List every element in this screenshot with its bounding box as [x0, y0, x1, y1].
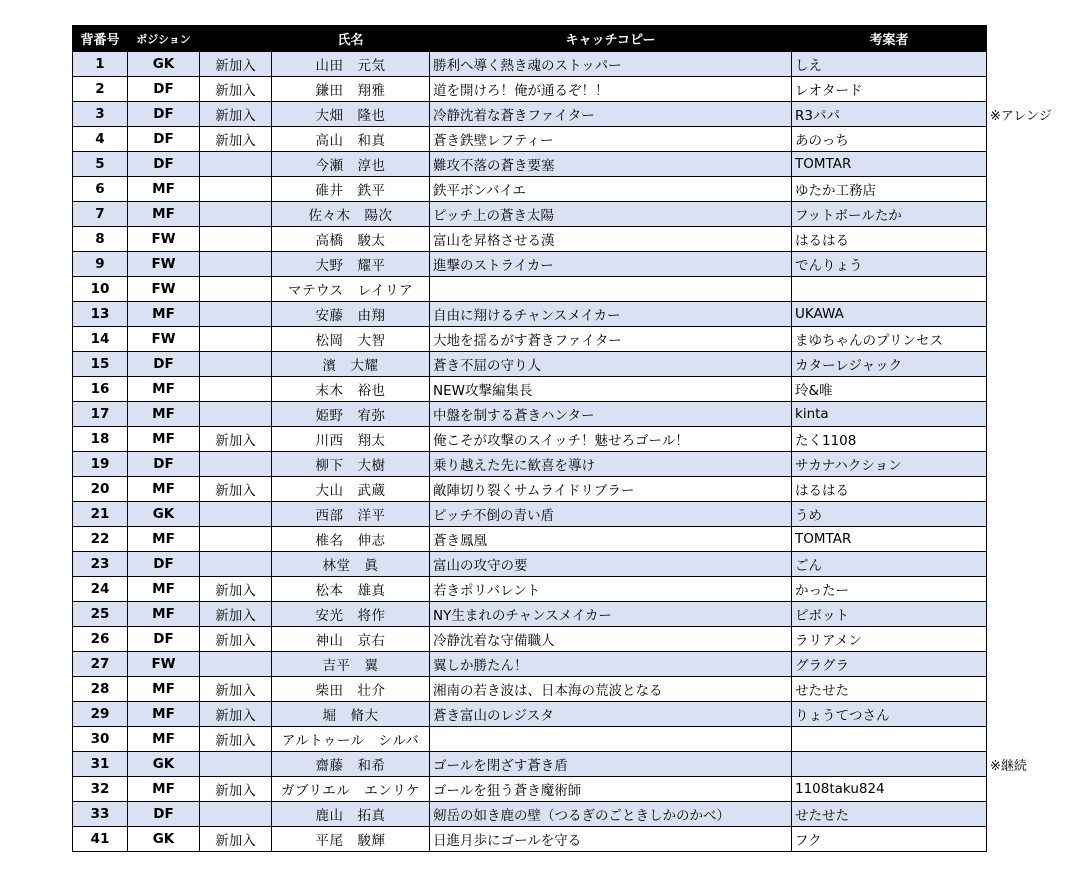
cell-position: GK	[128, 827, 200, 852]
cell-catchcopy: 蒼き富山のレジスタ	[430, 702, 792, 727]
cell-number: 27	[73, 652, 128, 677]
cell-author: フットボールたか	[792, 202, 987, 227]
cell-new-badge: 新加入	[200, 677, 272, 702]
cell-catchcopy: ピッチ上の蒼き太陽	[430, 202, 792, 227]
cell-catchcopy: 日進月歩にゴールを守る	[430, 827, 792, 852]
cell-catchcopy: 翼しか勝たん！	[430, 652, 792, 677]
cell-author: でんりょう	[792, 252, 987, 277]
table-row	[73, 102, 987, 127]
cell-new-badge	[200, 327, 272, 352]
cell-new-badge: 新加入	[200, 127, 272, 152]
cell-position: MF	[128, 177, 200, 202]
cell-number: 19	[73, 452, 128, 477]
cell-position: DF	[128, 552, 200, 577]
cell-new-badge	[200, 452, 272, 477]
cell-catchcopy: 鉄平ボンバイエ	[430, 177, 792, 202]
roster-body	[73, 52, 987, 852]
cell-position: MF	[128, 377, 200, 402]
cell-player-name: 松本 雄真	[272, 577, 430, 602]
cell-author: TOMTAR	[792, 152, 987, 177]
table-row	[73, 252, 987, 277]
cell-player-name: 椎名 伸志	[272, 527, 430, 552]
cell-new-badge	[200, 152, 272, 177]
cell-player-name: 鹿山 拓真	[272, 802, 430, 827]
cell-catchcopy: 剱岳の如き鹿の壁（つるぎのごときしかのかべ）	[430, 802, 792, 827]
cell-number: 7	[73, 202, 128, 227]
table-row	[73, 377, 987, 402]
table-row	[73, 527, 987, 552]
cell-player-name: マテウス レイリア	[272, 277, 430, 302]
cell-catchcopy: 道を開けろ！俺が通るぞ！！	[430, 77, 792, 102]
table-row	[73, 52, 987, 77]
cell-new-badge: 新加入	[200, 52, 272, 77]
cell-position: DF	[128, 352, 200, 377]
cell-position: MF	[128, 602, 200, 627]
cell-position: MF	[128, 202, 200, 227]
table-row	[73, 177, 987, 202]
cell-player-name: ガブリエル エンリケ	[272, 777, 430, 802]
cell-new-badge: 新加入	[200, 102, 272, 127]
cell-player-name: 吉平 翼	[272, 652, 430, 677]
cell-number: 29	[73, 702, 128, 727]
cell-author: TOMTAR	[792, 527, 987, 552]
cell-new-badge	[200, 402, 272, 427]
cell-number: 28	[73, 677, 128, 702]
cell-number: 9	[73, 252, 128, 277]
cell-catchcopy: NEW攻撃編集長	[430, 377, 792, 402]
cell-number: 30	[73, 727, 128, 752]
cell-author: カターレジャック	[792, 352, 987, 377]
cell-author: グラグラ	[792, 652, 987, 677]
table-row	[73, 77, 987, 102]
cell-position: GK	[128, 752, 200, 777]
cell-number: 5	[73, 152, 128, 177]
cell-player-name: 川西 翔太	[272, 427, 430, 452]
cell-author: はるはる	[792, 227, 987, 252]
cell-new-badge: 新加入	[200, 577, 272, 602]
table-row	[73, 352, 987, 377]
cell-catchcopy: 勝利へ導く熱き魂のストッパー	[430, 52, 792, 77]
cell-catchcopy	[430, 277, 792, 302]
table-row	[73, 677, 987, 702]
table-row	[73, 427, 987, 452]
cell-catchcopy: NY生まれのチャンスメイカー	[430, 602, 792, 627]
cell-player-name: 柴田 壮介	[272, 677, 430, 702]
cell-number: 21	[73, 502, 128, 527]
cell-author: うめ	[792, 502, 987, 527]
cell-number: 16	[73, 377, 128, 402]
cell-author: ごん	[792, 552, 987, 577]
cell-new-badge	[200, 302, 272, 327]
cell-number: 6	[73, 177, 128, 202]
cell-new-badge	[200, 277, 272, 302]
cell-catchcopy: 大地を揺るがす蒼きファイター	[430, 327, 792, 352]
row-note: ※アレンジ	[990, 109, 1052, 124]
cell-new-badge: 新加入	[200, 477, 272, 502]
table-row	[73, 127, 987, 152]
table-row	[73, 627, 987, 652]
cell-catchcopy: 冷静沈着な守備職人	[430, 627, 792, 652]
cell-catchcopy	[430, 727, 792, 752]
cell-author: フク	[792, 827, 987, 852]
table-row	[73, 802, 987, 827]
table-row	[73, 502, 987, 527]
cell-catchcopy: 蒼き鳳凰	[430, 527, 792, 552]
cell-new-badge: 新加入	[200, 827, 272, 852]
cell-catchcopy: 富山の攻守の要	[430, 552, 792, 577]
cell-player-name: 大山 武蔵	[272, 477, 430, 502]
cell-author: 玲&唯	[792, 377, 987, 402]
cell-catchcopy: 難攻不落の蒼き要塞	[430, 152, 792, 177]
cell-player-name: 高山 和真	[272, 127, 430, 152]
cell-position: FW	[128, 652, 200, 677]
cell-new-badge	[200, 552, 272, 577]
cell-player-name: 濱 大耀	[272, 352, 430, 377]
cell-new-badge	[200, 502, 272, 527]
header-row	[73, 26, 987, 52]
table-row	[73, 152, 987, 177]
cell-number: 26	[73, 627, 128, 652]
cell-number: 14	[73, 327, 128, 352]
cell-catchcopy: 蒼き鉄壁レフティー	[430, 127, 792, 152]
cell-new-badge	[200, 177, 272, 202]
cell-position: DF	[128, 802, 200, 827]
cell-position: GK	[128, 502, 200, 527]
cell-player-name: 安光 将作	[272, 602, 430, 627]
cell-new-badge	[200, 202, 272, 227]
cell-position: FW	[128, 327, 200, 352]
cell-new-badge	[200, 227, 272, 252]
cell-player-name: 今瀬 淳也	[272, 152, 430, 177]
cell-author: UKAWA	[792, 302, 987, 327]
cell-number: 3	[73, 102, 128, 127]
cell-author: 1108taku824	[792, 777, 987, 802]
cell-player-name: 齋藤 和希	[272, 752, 430, 777]
table-row	[73, 552, 987, 577]
cell-new-badge	[200, 752, 272, 777]
cell-catchcopy: ゴールを狙う蒼き魔術師	[430, 777, 792, 802]
header-catchcopy: キャッチコピー	[430, 26, 792, 52]
cell-catchcopy: 自由に翔けるチャンスメイカー	[430, 302, 792, 327]
cell-number: 41	[73, 827, 128, 852]
roster-table	[72, 25, 987, 852]
cell-author: ゆたか工務店	[792, 177, 987, 202]
cell-number: 10	[73, 277, 128, 302]
cell-author	[792, 727, 987, 752]
cell-new-badge	[200, 802, 272, 827]
cell-player-name: 大野 耀平	[272, 252, 430, 277]
table-row	[73, 227, 987, 252]
cell-player-name: アルトゥール シルバ	[272, 727, 430, 752]
cell-new-badge	[200, 527, 272, 552]
cell-position: MF	[128, 402, 200, 427]
cell-author	[792, 277, 987, 302]
table-row	[73, 402, 987, 427]
table-row	[73, 827, 987, 852]
cell-position: FW	[128, 227, 200, 252]
cell-new-badge: 新加入	[200, 427, 272, 452]
cell-position: MF	[128, 702, 200, 727]
cell-position: DF	[128, 452, 200, 477]
cell-new-badge: 新加入	[200, 727, 272, 752]
header-name: 氏名	[272, 26, 430, 52]
cell-author: まゆちゃんのプリンセス	[792, 327, 987, 352]
cell-position: MF	[128, 427, 200, 452]
cell-number: 24	[73, 577, 128, 602]
cell-player-name: 神山 京右	[272, 627, 430, 652]
cell-new-badge: 新加入	[200, 602, 272, 627]
cell-player-name: 安藤 由翔	[272, 302, 430, 327]
cell-new-badge: 新加入	[200, 77, 272, 102]
table-row	[73, 202, 987, 227]
table-row	[73, 477, 987, 502]
table-row	[73, 752, 987, 777]
cell-position: FW	[128, 252, 200, 277]
table-row	[73, 727, 987, 752]
cell-number: 13	[73, 302, 128, 327]
cell-catchcopy: 蒼き不屈の守り人	[430, 352, 792, 377]
cell-new-badge: 新加入	[200, 702, 272, 727]
header-number: 背番号	[73, 26, 128, 52]
cell-position: GK	[128, 52, 200, 77]
cell-catchcopy: 乗り越えた先に歓喜を導け	[430, 452, 792, 477]
cell-player-name: 大畑 隆也	[272, 102, 430, 127]
cell-position: MF	[128, 527, 200, 552]
cell-author: たく1108	[792, 427, 987, 452]
cell-author: りょうてつさん	[792, 702, 987, 727]
cell-player-name: 西部 洋平	[272, 502, 430, 527]
cell-number: 1	[73, 52, 128, 77]
table-row	[73, 302, 987, 327]
cell-catchcopy: 富山を昇格させる漢	[430, 227, 792, 252]
cell-new-badge	[200, 377, 272, 402]
cell-player-name: 佐々木 陽次	[272, 202, 430, 227]
table-row	[73, 277, 987, 302]
cell-player-name: 柳下 大樹	[272, 452, 430, 477]
cell-author: kinta	[792, 402, 987, 427]
cell-catchcopy: ピッチ不倒の青い盾	[430, 502, 792, 527]
cell-catchcopy: 俺こそが攻撃のスイッチ！魅せろゴール！	[430, 427, 792, 452]
cell-new-badge	[200, 352, 272, 377]
cell-number: 15	[73, 352, 128, 377]
cell-new-badge	[200, 252, 272, 277]
cell-position: DF	[128, 127, 200, 152]
cell-player-name: 鎌田 翔雅	[272, 77, 430, 102]
cell-player-name: 堀 脩大	[272, 702, 430, 727]
cell-author	[792, 752, 987, 777]
table-row	[73, 652, 987, 677]
cell-catchcopy: 中盤を制する蒼きハンター	[430, 402, 792, 427]
cell-number: 33	[73, 802, 128, 827]
table-row	[73, 777, 987, 802]
cell-author: かったー	[792, 577, 987, 602]
cell-position: DF	[128, 102, 200, 127]
table-row	[73, 327, 987, 352]
cell-position: DF	[128, 152, 200, 177]
cell-author: ラリアメン	[792, 627, 987, 652]
cell-position: MF	[128, 477, 200, 502]
cell-author: しえ	[792, 52, 987, 77]
cell-number: 32	[73, 777, 128, 802]
cell-number: 4	[73, 127, 128, 152]
cell-number: 17	[73, 402, 128, 427]
cell-position: MF	[128, 727, 200, 752]
cell-player-name: 平尾 駿輝	[272, 827, 430, 852]
cell-author: せたせた	[792, 802, 987, 827]
table-row	[73, 577, 987, 602]
table-row	[73, 702, 987, 727]
cell-author: R3パパ	[792, 102, 987, 127]
header-new	[200, 26, 272, 52]
cell-author: サカナハクション	[792, 452, 987, 477]
cell-number: 2	[73, 77, 128, 102]
cell-new-badge: 新加入	[200, 777, 272, 802]
cell-author: あのっち	[792, 127, 987, 152]
cell-number: 25	[73, 602, 128, 627]
cell-number: 8	[73, 227, 128, 252]
cell-player-name: 姫野 宥弥	[272, 402, 430, 427]
cell-player-name: 山田 元気	[272, 52, 430, 77]
cell-author: レオタード	[792, 77, 987, 102]
cell-player-name: 林堂 眞	[272, 552, 430, 577]
header-position: ポジション	[128, 26, 200, 52]
cell-catchcopy: 冷静沈着な蒼きファイター	[430, 102, 792, 127]
cell-number: 31	[73, 752, 128, 777]
header-author: 考案者	[792, 26, 987, 52]
cell-new-badge	[200, 652, 272, 677]
cell-number: 22	[73, 527, 128, 552]
cell-number: 18	[73, 427, 128, 452]
cell-catchcopy: 進撃のストライカー	[430, 252, 792, 277]
cell-position: FW	[128, 277, 200, 302]
cell-position: MF	[128, 777, 200, 802]
cell-position: MF	[128, 302, 200, 327]
cell-author: ピボット	[792, 602, 987, 627]
cell-player-name: 高橋 駿太	[272, 227, 430, 252]
cell-player-name: 碓井 鉄平	[272, 177, 430, 202]
cell-position: MF	[128, 577, 200, 602]
cell-new-badge: 新加入	[200, 627, 272, 652]
table-row	[73, 452, 987, 477]
cell-position: MF	[128, 677, 200, 702]
cell-catchcopy: 敵陣切り裂くサムライドリブラー	[430, 477, 792, 502]
cell-position: DF	[128, 627, 200, 652]
row-note: ※継続	[990, 759, 1027, 774]
cell-player-name: 松岡 大智	[272, 327, 430, 352]
cell-author: せたせた	[792, 677, 987, 702]
cell-number: 23	[73, 552, 128, 577]
cell-author: はるはる	[792, 477, 987, 502]
table-row	[73, 602, 987, 627]
cell-position: DF	[128, 77, 200, 102]
cell-catchcopy: ゴールを閉ざす蒼き盾	[430, 752, 792, 777]
cell-catchcopy: 若きポリバレント	[430, 577, 792, 602]
cell-number: 20	[73, 477, 128, 502]
cell-catchcopy: 湘南の若き波は、日本海の荒波となる	[430, 677, 792, 702]
cell-player-name: 末木 裕也	[272, 377, 430, 402]
